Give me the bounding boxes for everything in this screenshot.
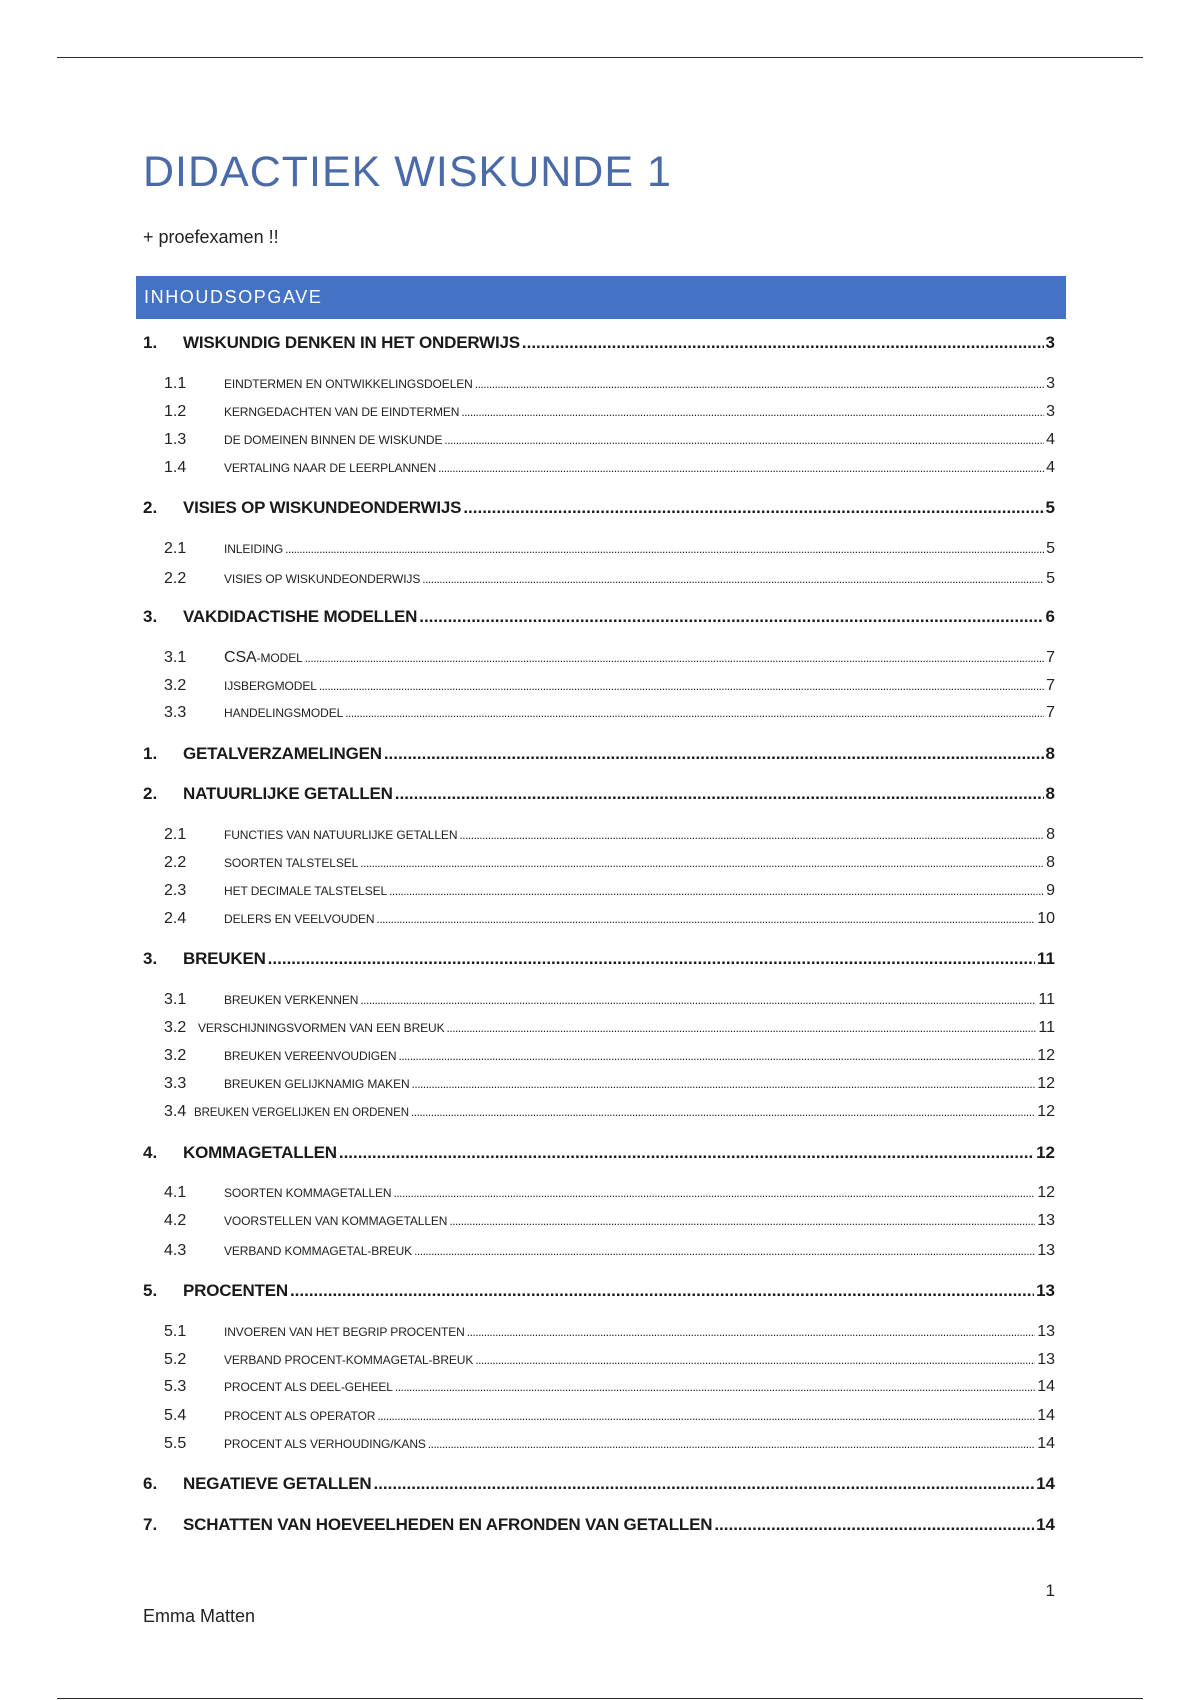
toc-entry-line xyxy=(224,673,1055,699)
toc-entry-number: 1.1 xyxy=(164,375,187,392)
toc-entry-page: 3 xyxy=(1046,403,1055,420)
toc-entry-page: 7 xyxy=(1046,649,1055,666)
toc-entry[interactable] xyxy=(0,1071,1200,1097)
toc-dot-leader xyxy=(714,1512,1034,1538)
toc-entry-number: 5.4 xyxy=(164,1407,187,1424)
toc-entry-page: 3 xyxy=(1046,375,1055,392)
toc-entry-number: 2.2 xyxy=(164,570,187,587)
toc-entry-page: 12 xyxy=(1037,1075,1055,1092)
toc-entry[interactable] xyxy=(0,566,1200,592)
toc-entry-line xyxy=(224,1208,1055,1234)
toc-entry[interactable] xyxy=(0,1319,1200,1345)
toc-entry-line xyxy=(183,1140,1055,1166)
toc-entry-number: 3.2 xyxy=(164,1019,187,1036)
toc-entry-title: NEGATIEVE GETALLEN xyxy=(183,1474,372,1493)
toc-entry-number: 3.1 xyxy=(164,991,187,1008)
toc-entry-title: VOORSTELLEN VAN KOMMAGETALLEN xyxy=(224,1214,448,1228)
toc-entry[interactable] xyxy=(0,946,1200,972)
toc-entry-title: PROCENTEN xyxy=(183,1281,288,1300)
toc-entry-number: 2.4 xyxy=(164,910,187,927)
toc-entry-number: 1. xyxy=(143,744,158,763)
toc-entry-line xyxy=(194,1099,1055,1126)
toc-dot-leader xyxy=(339,1140,1034,1166)
toc-entry-title: DELERS EN VEELVOUDEN xyxy=(224,912,375,926)
toc-entry[interactable] xyxy=(0,330,1200,356)
toc-heading xyxy=(136,276,1066,319)
toc-entry-number: 6. xyxy=(143,1474,158,1493)
toc-entry-title: EINDTERMEN EN ONTWIKKELINGSDOELEN xyxy=(224,377,473,391)
toc-entry[interactable] xyxy=(0,604,1200,630)
toc-entry-title: KOMMAGETALLEN xyxy=(183,1143,337,1162)
toc-entry-title: PROCENT ALS VERHOUDING/KANS xyxy=(224,1437,426,1451)
toc-entry-title: SOORTEN TALSTELSEL xyxy=(224,856,359,870)
toc-dot-leader xyxy=(377,906,1036,932)
toc-entry[interactable] xyxy=(0,495,1200,521)
page-number: 1 xyxy=(1045,1581,1055,1600)
toc-entry-page: 9 xyxy=(1046,882,1055,899)
toc-entry-page: 5 xyxy=(1046,570,1055,587)
toc-entry-page: 11 xyxy=(1038,991,1055,1008)
toc-dot-leader xyxy=(394,1180,1036,1206)
toc-dot-leader xyxy=(305,645,1044,671)
toc-entry-line xyxy=(224,1374,1055,1400)
toc-entry[interactable] xyxy=(0,399,1200,425)
toc-dot-leader xyxy=(373,1471,1034,1497)
toc-entry-title: INLEIDING xyxy=(224,542,284,556)
toc-entry-line xyxy=(183,1512,1055,1538)
toc-entry-page: 13 xyxy=(1037,1323,1055,1340)
toc-entry-line xyxy=(224,850,1055,876)
toc-entry-line xyxy=(224,427,1055,453)
toc-entry-line xyxy=(224,1071,1055,1097)
toc-entry-page: 11 xyxy=(1037,949,1055,968)
toc-entry[interactable] xyxy=(0,1180,1200,1206)
document-subtitle: + proefexamen !! xyxy=(143,227,279,247)
toc-dot-leader xyxy=(428,1431,1035,1457)
toc-dot-leader xyxy=(285,536,1044,562)
toc-entry-page: 8 xyxy=(1045,744,1055,763)
toc-entry-page: 3 xyxy=(1045,333,1055,352)
toc-entry[interactable] xyxy=(0,1374,1200,1400)
toc-entry[interactable] xyxy=(0,427,1200,453)
toc-entry-page: 8 xyxy=(1046,826,1055,843)
toc-entry-line xyxy=(224,455,1055,481)
toc-dot-leader xyxy=(360,987,1036,1013)
toc-entry-line xyxy=(224,1043,1055,1069)
toc-dot-leader xyxy=(414,1238,1035,1264)
toc-entry-title: VERSCHIJNINGSVORMEN VAN EEN BREUK xyxy=(198,1021,445,1035)
toc-entry-line xyxy=(224,700,1055,726)
toc-entry[interactable] xyxy=(0,850,1200,876)
toc-entry-title: GETALVERZAMELINGEN xyxy=(183,744,382,763)
toc-entry-line xyxy=(183,604,1055,630)
toc-dot-leader xyxy=(438,455,1044,481)
document-title: DIDACTIEK WISKUNDE 1 xyxy=(143,148,672,196)
toc-entry-number: 4.2 xyxy=(164,1212,187,1229)
toc-entry-number: 3. xyxy=(143,949,158,968)
toc-entry-line xyxy=(224,399,1055,425)
toc-entry-number: 2. xyxy=(143,784,158,803)
toc-entry-number: 4. xyxy=(143,1143,158,1162)
toc-entry-number: 3.2 xyxy=(164,1047,187,1064)
toc-entry-line xyxy=(224,645,1055,671)
author-name: Emma Matten xyxy=(143,1606,256,1626)
toc-entry-number: 2. xyxy=(143,498,158,517)
toc-entry-number: 5.5 xyxy=(164,1435,187,1452)
toc-entry[interactable] xyxy=(0,1099,1200,1125)
toc-entry[interactable] xyxy=(0,1431,1200,1457)
toc-entry-page: 12 xyxy=(1037,1047,1055,1064)
toc-entry-title: IJSBERGMODEL xyxy=(224,679,317,693)
toc-entry-page: 11 xyxy=(1038,1019,1055,1036)
toc-entry-line xyxy=(198,1015,1055,1041)
toc-entry-page: 12 xyxy=(1037,1184,1055,1201)
toc-entry-page: 12 xyxy=(1036,1143,1055,1162)
toc-entry-page: 14 xyxy=(1037,1378,1055,1395)
toc-entry-number: 3.1 xyxy=(164,649,187,666)
toc-entry-title: BREUKEN VERGELIJKEN EN ORDENEN xyxy=(194,1107,409,1119)
toc-entry-title: BREUKEN GELIJKNAMIG MAKEN xyxy=(224,1077,410,1091)
toc-entry-title-suffix: -MODEL xyxy=(256,651,303,665)
toc-entry[interactable] xyxy=(0,822,1200,848)
toc-entry-number: 1.4 xyxy=(164,459,187,476)
toc-entry-number: 5.2 xyxy=(164,1351,187,1368)
toc-entry-number: 2.2 xyxy=(164,854,187,871)
toc-entry-line xyxy=(224,1431,1055,1457)
toc-entry-page: 8 xyxy=(1045,784,1055,803)
toc-entry-line xyxy=(224,987,1055,1013)
toc-entry-title-prefix: CSA xyxy=(224,649,257,666)
toc-entry-number: 1.3 xyxy=(164,431,187,448)
toc-entry[interactable] xyxy=(0,781,1200,807)
toc-dot-leader xyxy=(444,427,1044,453)
toc-dot-leader xyxy=(345,700,1044,726)
toc-entry-page: 5 xyxy=(1045,498,1055,517)
toc-entry[interactable] xyxy=(0,741,1200,767)
toc-entry-page: 7 xyxy=(1046,677,1055,694)
toc-entry-number: 1.2 xyxy=(164,403,187,420)
toc-entry-number: 3.4 xyxy=(164,1103,187,1120)
toc-entry[interactable] xyxy=(0,878,1200,904)
toc-entry-title: HET DECIMALE TALSTELSEL xyxy=(224,884,388,898)
toc-entry[interactable] xyxy=(0,1278,1200,1304)
toc-dot-leader xyxy=(389,878,1044,904)
toc-entry-number: 4.3 xyxy=(164,1242,187,1259)
toc-entry-title: SCHATTEN VAN HOEVEELHEDEN EN AFRONDEN VAN GETALLEN xyxy=(183,1515,713,1534)
toc-dot-leader xyxy=(384,741,1044,767)
toc-entry[interactable] xyxy=(0,673,1200,699)
toc-entry-number: 3.2 xyxy=(164,677,187,694)
toc-dot-leader xyxy=(399,1043,1036,1069)
toc-dot-leader xyxy=(522,330,1044,356)
top-rule xyxy=(57,57,1143,58)
toc-entry-title: FUNCTIES VAN NATUURLIJKE GETALLEN xyxy=(224,828,458,842)
toc-entry-line xyxy=(224,566,1055,592)
toc-entry-page: 10 xyxy=(1037,910,1055,927)
toc-entry-line xyxy=(224,1238,1055,1264)
toc-entry-number: 3.3 xyxy=(164,1075,187,1092)
toc-dot-leader xyxy=(422,566,1044,592)
toc-entry-line xyxy=(224,1319,1055,1345)
toc-dot-leader xyxy=(319,673,1044,699)
toc-entry[interactable] xyxy=(0,906,1200,932)
toc-entry-line xyxy=(183,1278,1055,1304)
toc-entry-number: 3.3 xyxy=(164,704,187,721)
toc-entry-title: DE DOMEINEN BINNEN DE WISKUNDE xyxy=(224,433,443,447)
toc-entry-number: 2.3 xyxy=(164,882,187,899)
toc-entry[interactable] xyxy=(0,455,1200,481)
toc-dot-leader xyxy=(377,1403,1035,1429)
toc-entry-line xyxy=(183,495,1055,521)
toc-dot-leader xyxy=(447,1015,1037,1041)
toc-entry-number: 3. xyxy=(143,607,158,626)
toc-entry-title: VERBAND KOMMAGETAL-BREUK xyxy=(224,1244,413,1258)
toc-entry-title: VISIES OP WISKUNDEONDERWIJS xyxy=(183,498,462,517)
toc-entry-page: 7 xyxy=(1046,704,1055,721)
toc-entry[interactable] xyxy=(0,1512,1200,1538)
toc-entry-page: 4 xyxy=(1046,431,1055,448)
toc-entry-line xyxy=(224,1347,1055,1373)
toc-entry-line xyxy=(224,371,1055,397)
toc-dot-leader xyxy=(395,1374,1035,1400)
toc-entry[interactable] xyxy=(0,1471,1200,1497)
toc-dot-leader xyxy=(419,604,1043,630)
toc-entry-line xyxy=(183,330,1055,356)
toc-entry[interactable] xyxy=(0,700,1200,726)
toc-dot-leader xyxy=(475,1347,1035,1373)
toc-entry-title: VERTALING NAAR DE LEERPLANNEN xyxy=(224,461,437,475)
toc-entry[interactable] xyxy=(0,1347,1200,1373)
toc-entry-line xyxy=(224,1403,1055,1429)
toc-entry-page: 13 xyxy=(1037,1242,1055,1259)
bottom-rule xyxy=(57,1698,1143,1699)
toc-dot-leader xyxy=(459,822,1044,848)
toc-entry[interactable] xyxy=(0,1238,1200,1264)
toc-entry-line xyxy=(224,1180,1055,1206)
toc-dot-leader xyxy=(268,946,1035,972)
toc-entry-page: 5 xyxy=(1046,540,1055,557)
toc-entry-title: KERNGEDACHTEN VAN DE EINDTERMEN xyxy=(224,405,460,419)
toc-entry-number: 2.1 xyxy=(164,826,187,843)
toc-entry-title: BREUKEN VERKENNEN xyxy=(224,993,359,1007)
toc-dot-leader xyxy=(290,1278,1034,1304)
toc-dot-leader xyxy=(475,371,1044,397)
toc-entry-line xyxy=(183,1471,1055,1497)
toc-entry-line xyxy=(224,906,1055,932)
toc-entry[interactable] xyxy=(0,536,1200,562)
toc-dot-leader xyxy=(461,399,1044,425)
toc-entry-title: BREUKEN xyxy=(183,949,266,968)
toc-entry-title: VAKDIDACTISHE MODELLEN xyxy=(183,607,418,626)
toc-entry-title: VISIES OP WISKUNDEONDERWIJS xyxy=(224,572,421,586)
toc-dot-leader xyxy=(411,1099,1035,1125)
toc-dot-leader xyxy=(467,1319,1035,1345)
toc-entry-page: 12 xyxy=(1037,1103,1055,1120)
toc-dot-leader xyxy=(395,781,1044,807)
toc-entry[interactable] xyxy=(0,1403,1200,1429)
toc-entry[interactable] xyxy=(0,987,1200,1013)
toc-entry-line xyxy=(183,781,1055,807)
toc-entry-number: 1. xyxy=(143,333,158,352)
toc-entry-page: 14 xyxy=(1036,1474,1055,1493)
toc-entry-title: INVOEREN VAN HET BEGRIP PROCENTEN xyxy=(224,1325,465,1339)
toc-entry-page: 4 xyxy=(1046,459,1055,476)
toc-entry-number: 5. xyxy=(143,1281,158,1300)
toc-entry-number: 5.1 xyxy=(164,1323,187,1340)
toc-entry-line xyxy=(224,536,1055,562)
toc-entry[interactable] xyxy=(0,1043,1200,1069)
toc-entry-page: 13 xyxy=(1036,1281,1055,1300)
toc-entry[interactable] xyxy=(0,1140,1200,1166)
toc-dot-leader xyxy=(360,850,1044,876)
toc-heading-label: INHOUDSOPGAVE xyxy=(144,287,323,307)
toc-entry-line xyxy=(224,878,1055,904)
toc-entry-title: NATUURLIJKE GETALLEN xyxy=(183,784,393,803)
toc-entry-title: PROCENT ALS DEEL-GEHEEL xyxy=(224,1380,393,1394)
toc-entry-line xyxy=(183,741,1055,767)
toc-entry-title: VERBAND PROCENT-KOMMAGETAL-BREUK xyxy=(224,1353,474,1367)
toc-entry-page: 13 xyxy=(1037,1212,1055,1229)
toc-dot-leader xyxy=(412,1071,1036,1097)
toc-entry-number: 5.3 xyxy=(164,1378,187,1395)
toc-entry[interactable] xyxy=(0,645,1200,671)
toc-entry-title: WISKUNDIG DENKEN IN HET ONDERWIJS xyxy=(183,333,520,352)
toc-entry-title: SOORTEN KOMMAGETALLEN xyxy=(224,1186,392,1200)
toc-entry-number: 2.1 xyxy=(164,540,187,557)
toc-entry[interactable] xyxy=(0,1208,1200,1234)
toc-entry-title: HANDELINGSMODEL xyxy=(224,706,344,720)
toc-entry-page: 13 xyxy=(1037,1351,1055,1368)
toc-dot-leader xyxy=(463,495,1043,521)
toc-entry-line xyxy=(183,946,1055,972)
toc-entry-page: 6 xyxy=(1045,607,1055,626)
toc-entry[interactable] xyxy=(0,1015,1200,1041)
toc-entry-number: 7. xyxy=(143,1515,158,1534)
toc-entry-title xyxy=(224,645,303,671)
toc-entry-page: 8 xyxy=(1046,854,1055,871)
toc-entry-page: 14 xyxy=(1036,1515,1055,1534)
toc-entry-title: PROCENT ALS OPERATOR xyxy=(224,1409,376,1423)
toc-entry-number: 4.1 xyxy=(164,1184,187,1201)
toc-entry[interactable] xyxy=(0,371,1200,397)
toc-entry-title: BREUKEN VEREENVOUDIGEN xyxy=(224,1049,397,1063)
toc-entry-page: 14 xyxy=(1037,1407,1055,1424)
toc-entry-page: 14 xyxy=(1037,1435,1055,1452)
toc-entry-line xyxy=(224,822,1055,848)
toc-dot-leader xyxy=(449,1208,1035,1234)
